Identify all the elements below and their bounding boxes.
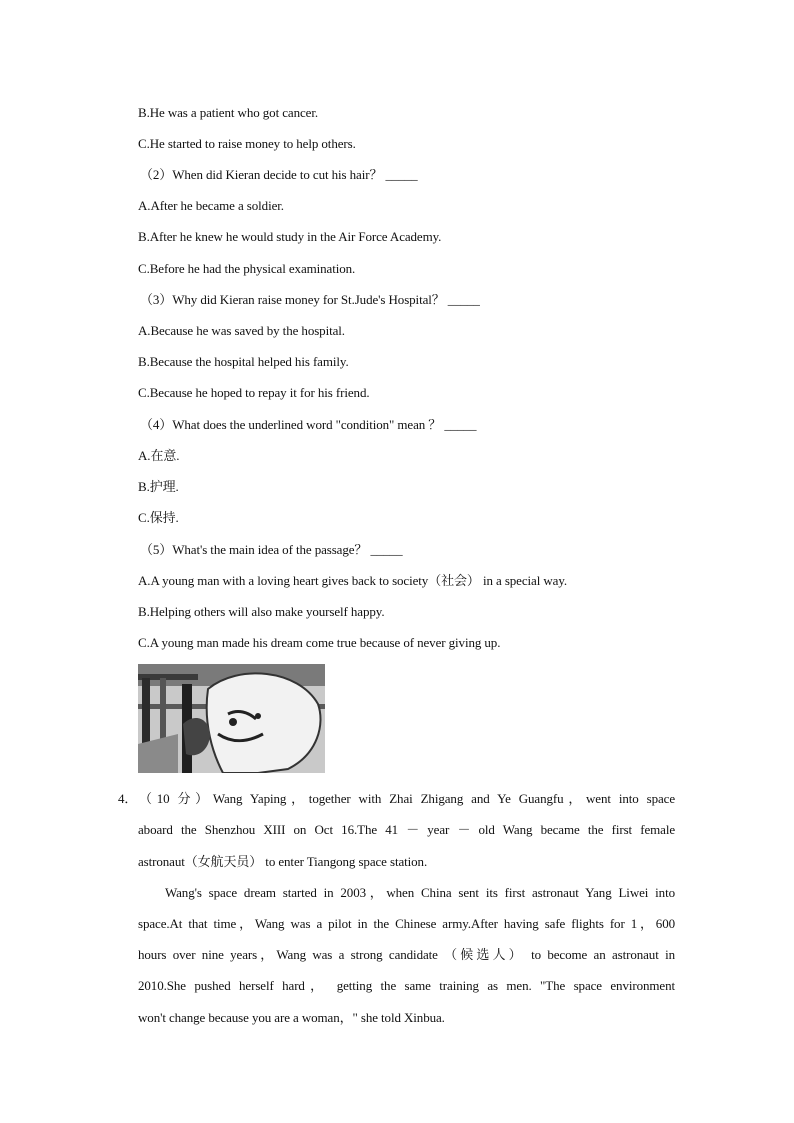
portrait-photo bbox=[138, 664, 325, 773]
q1-option-b: B.He was a patient who got cancer. bbox=[138, 105, 318, 120]
q4-option-a: A.在意. bbox=[138, 448, 180, 463]
q1-option-c: C.He started to raise money to help others. bbox=[138, 136, 356, 151]
q5-option-c: C.A young man made his dream come true because of never giving up. bbox=[138, 635, 501, 650]
q4-number: 4． bbox=[118, 791, 138, 806]
q5-option-b: B.Helping others will also make yourself happy. bbox=[138, 604, 385, 619]
q4-line1: （10 分）Wang Yaping，together with Zhai Zhigang and Ye Guangfu，went into space bbox=[139, 791, 675, 806]
q4-line8: won't change because you are a woman，" she told Xinbua. bbox=[138, 1010, 445, 1025]
q2-option-b: B.After he knew he would study in the Air Force Academy. bbox=[138, 229, 442, 244]
q4-line5: space.At that time，Wang was a pilot in the Chinese army.After having safe flights for 1，600 bbox=[138, 916, 675, 931]
q4-line4: Wang's space dream started in 2003，when China sent its first astronaut Yang Liwei into bbox=[165, 885, 675, 900]
q3-option-c: C.Because he hoped to repay it for his friend. bbox=[138, 385, 370, 400]
q2-option-c: C.Before he had the physical examination. bbox=[138, 261, 356, 276]
q5-option-a: A.A young man with a loving heart gives back to society（社会） in a special way. bbox=[138, 573, 568, 588]
q4-line7: 2010.She pushed herself hard， getting the same training as men. "The space environment bbox=[138, 978, 675, 993]
q4-line3: astronaut（女航天员） to enter Tiangong space station. bbox=[138, 854, 428, 869]
q3-option-b: B.Because the hospital helped his family. bbox=[138, 354, 349, 369]
q5-stem: （5）What's the main idea of the passage？ _____ bbox=[140, 542, 403, 557]
q4-line6: hours over nine years，Wang was a strong candidate （候选人） to become an astronaut in bbox=[138, 947, 675, 962]
photo-graphic bbox=[138, 664, 325, 773]
q4-option-b: B.护理. bbox=[138, 479, 179, 494]
q3-option-a: A.Because he was saved by the hospital. bbox=[138, 323, 345, 338]
q4-stem: （4）What does the underlined word "condition" mean ？ _____ bbox=[140, 417, 477, 432]
q4-option-c: C.保持. bbox=[138, 510, 179, 525]
q2-option-a: A.After he became a soldier. bbox=[138, 198, 284, 213]
q2-stem: （2）When did Kieran decide to cut his hair？ _____ bbox=[140, 167, 418, 182]
q4-line2: aboard the Shenzhou XIII on Oct 16.The 41 － year － old Wang became the first female bbox=[138, 822, 675, 837]
q3-stem: （3）Why did Kieran raise money for St.Jude's Hospital？ _____ bbox=[140, 292, 480, 307]
